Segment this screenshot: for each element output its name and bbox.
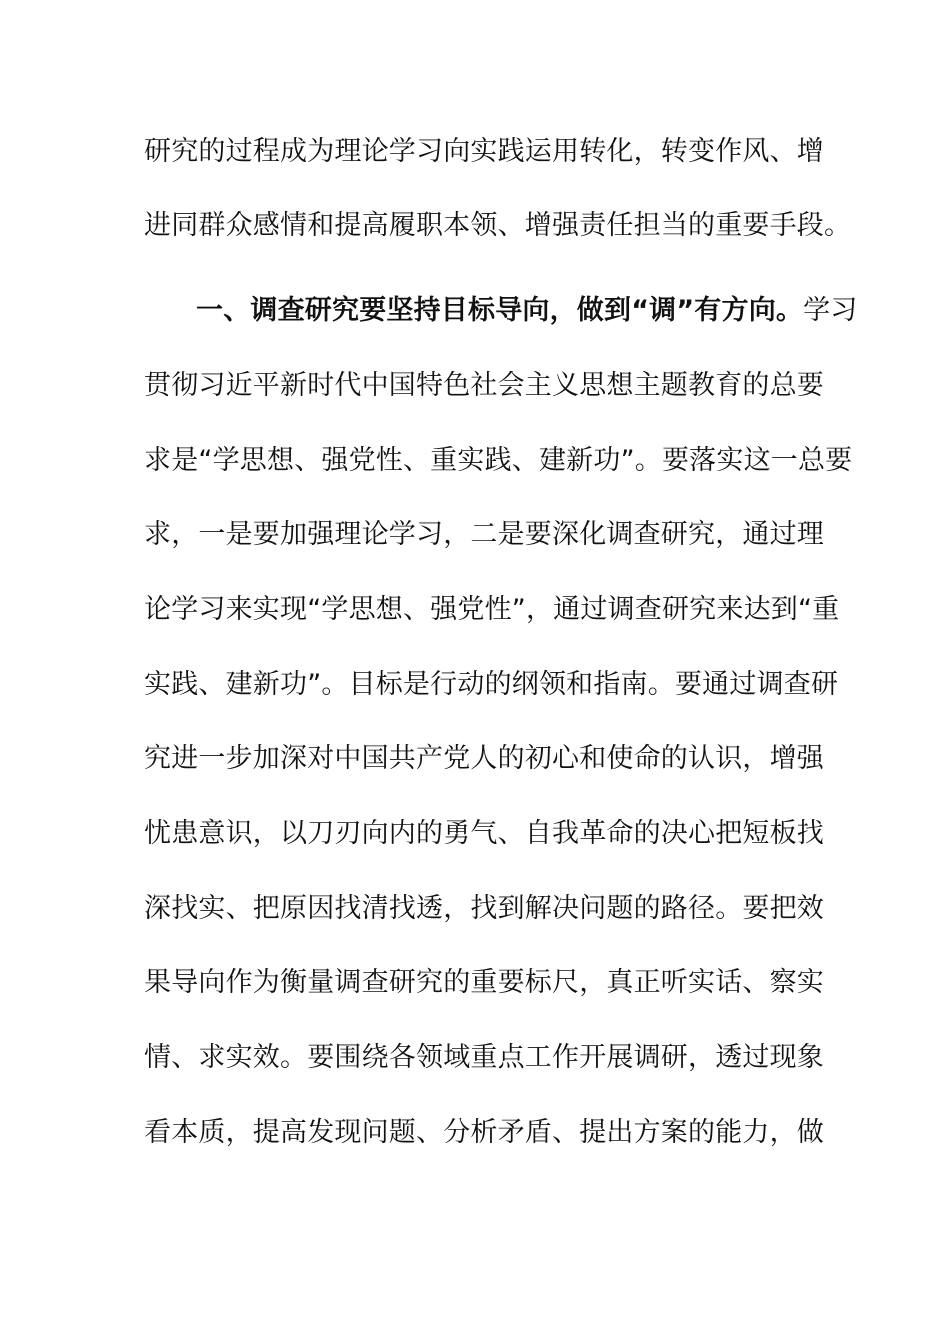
text-line: 果导向作为衡量调查研究的重要标尺，真正听实话、察实 — [144, 967, 824, 998]
text-line: 忧患意识，以刀刃向内的勇气、自我革命的决心把短板找 — [144, 818, 824, 849]
text-line: 论学习来实现“学思想、强党性”，通过调查研究来达到“重 — [144, 594, 840, 625]
section-heading: 一、调查研究要坚持目标导向，做到“调”有方向。 — [196, 295, 804, 326]
text-line: 深找实、把原因找清找透，找到解决问题的路径。要把效 — [144, 893, 824, 924]
text-line: 看本质，提高发现问题、分析矛盾、提出方案的能力，做 — [144, 1117, 824, 1148]
text-line: 求，一是要加强理论学习，二是要深化调查研究，通过理 — [144, 519, 824, 550]
text-line: 贯彻习近平新时代中国特色社会主义思想主题教育的总要 — [144, 370, 824, 401]
text-line: 情、求实效。要围绕各领域重点工作开展调研，透过现象 — [144, 1042, 824, 1073]
text-line: 求是“学思想、强党性、重实践、建新功”。要落实这一总要 — [144, 445, 853, 476]
text-line: 研究的过程成为理论学习向实践运用转化，转变作风、增 — [144, 136, 824, 167]
text-line: 实践、建新功”。目标是行动的纲领和指南。要通过调查研 — [144, 669, 839, 700]
section-heading-line — [196, 293, 866, 329]
text-line: 究进一步加深对中国共产党人的初心和使命的认识，增强 — [144, 743, 824, 774]
text-line: 进同群众感情和提高履职本领、增强责任担当的重要手段。 — [144, 210, 852, 241]
heading-line-rest: 学习 — [803, 295, 858, 326]
